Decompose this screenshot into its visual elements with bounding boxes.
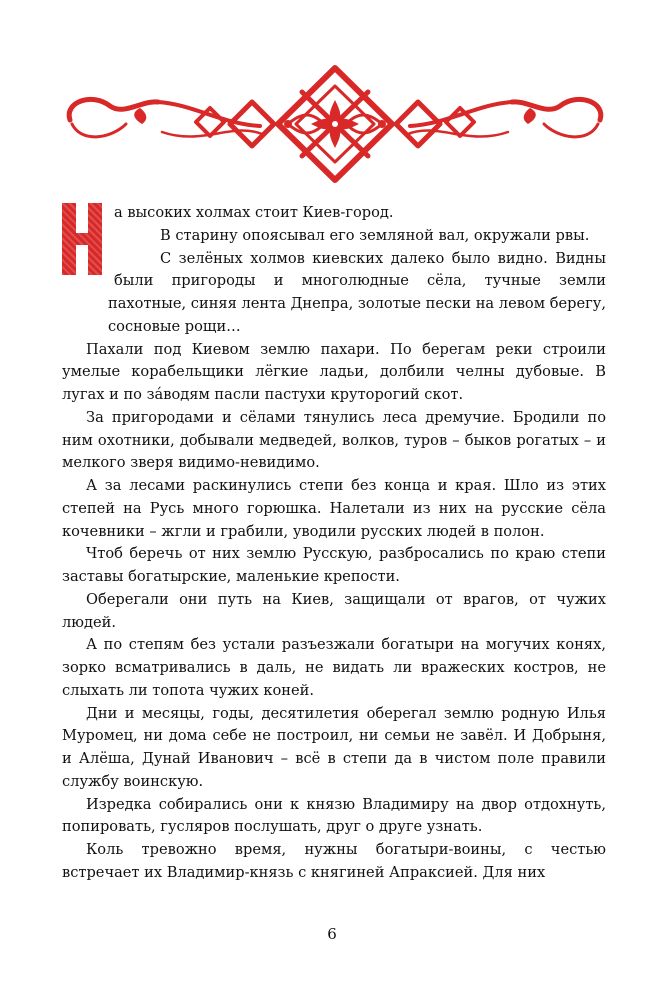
paragraph: а высоких холмах стоит Киев-город.	[114, 204, 394, 221]
paragraph: Изредка собирались они к князю Владимиру на двор отдохнуть, попировать, гусляров послушать, друг о друге узнать.	[62, 795, 606, 836]
paragraph: В старину опоясывал его земляной вал, окружали рвы.	[160, 226, 590, 244]
story-text	[62, 202, 606, 885]
paragraph: Оберегали они путь на Киев, защищали от врагов, от чужих людей.	[62, 590, 606, 631]
paragraph: С зелёных холмов киевских далеко было видно. Видны были пригороды и многолюдные сёла, тучные земли пахотные, синяя лента Днепра, золотые пески на левом берегу, сосновые рощи…	[108, 249, 606, 335]
dropcap-letter	[62, 203, 102, 275]
paragraph: Пахали под Киевом землю пахари. По берегам реки строили умелые корабельщики лёгкие ладьи, долбили челны дубовые. В лугах и по зáводям пасли пастухи круторогий скот.	[62, 340, 606, 403]
paragraph: А за лесами раскинулись степи без конца и края. Шло из этих степей на Русь много горюшка. Налетали из них на русские сёла кочевники – жгли и грабили, уводили русских людей в полон.	[62, 477, 606, 540]
paragraph: Дни и месяцы, годы, десятилетия оберегал землю родную Илья Муромец, ни дома себе не построил, ни семьи не завёл. И Добрыня, и Алёша, Дунай Иванович – всё в степи да в чистом поле правили службу воинскую.	[62, 704, 606, 790]
paragraph: Чтоб беречь от них землю Русскую, разбросались по краю степи заставы богатырские, маленькие крепости.	[62, 545, 606, 585]
decorative-ornament	[62, 62, 608, 190]
page-number: 6	[327, 925, 337, 943]
paragraph: Коль тревожно время, нужны богатыри-воины, с честью встречает их Владимир-князь с княгиней Апраксией. Для них	[62, 841, 606, 881]
paragraph: А по степям без устали разъезжали богатыри на могучих конях, зорко всматривались в даль, не видать ли вражеских костров, не слыхать ли топота чужих коней.	[62, 636, 606, 699]
paragraph: За пригородами и сёлами тянулись леса дремучие. Бродили по ним охотники, добывали медведей, волков, туров – быков рогатых – и мелкого зверя видимо-невидимо.	[62, 408, 606, 472]
